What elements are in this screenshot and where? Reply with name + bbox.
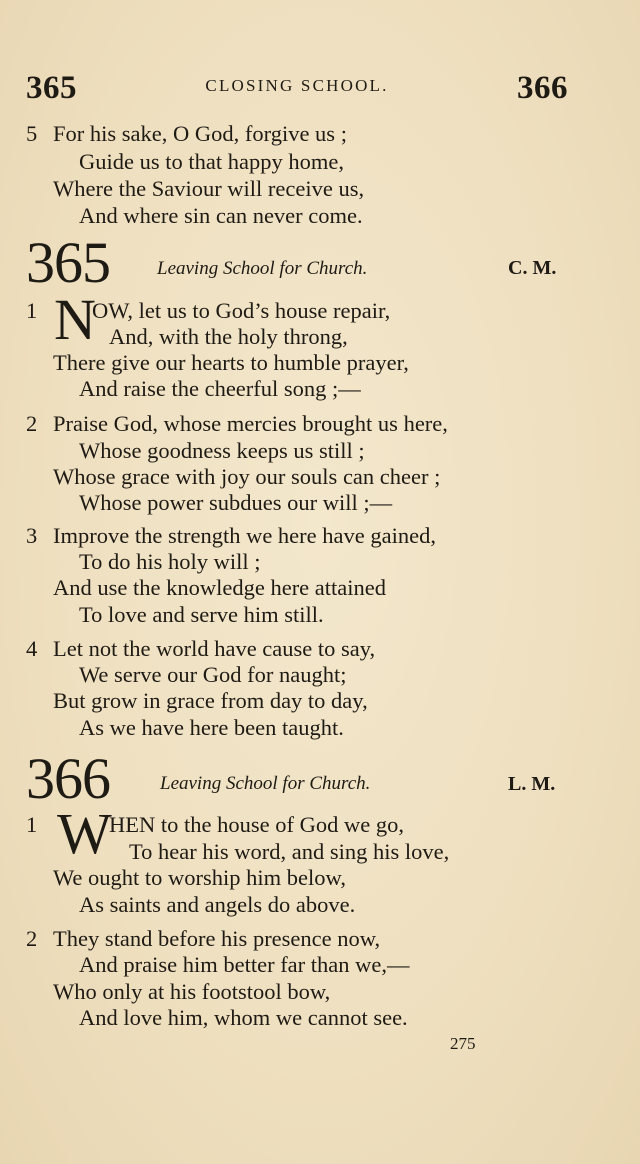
header-left-hymn-number: 365 xyxy=(26,70,77,106)
verse-line: But grow in grace from day to day, xyxy=(53,688,368,713)
page-number: 275 xyxy=(450,1034,476,1053)
running-header xyxy=(26,68,568,108)
hymn-number: 366 xyxy=(26,746,110,811)
verse-line: As we have here been taught. xyxy=(79,715,344,740)
verse-line: And raise the cheerful song ;— xyxy=(79,376,361,401)
verse-line: OW, let us to God’s house repair, xyxy=(92,298,391,323)
verse-line: Where the Saviour will receive us, xyxy=(53,176,365,201)
verse-line: They stand before his presence now, xyxy=(53,926,381,951)
verse-line: Whose grace with joy our souls can cheer ; xyxy=(53,464,441,489)
stanza-number: 1 xyxy=(26,298,38,323)
verse-line: And love him, whom we cannot see. xyxy=(79,1005,408,1030)
verse-line: HEN to the house of God we go, xyxy=(109,812,404,837)
hymn-meter: L. M. xyxy=(508,773,556,795)
verse-line: Whose power subdues our will ;— xyxy=(79,490,393,515)
verse-line: For his sake, O God, forgive us ; xyxy=(53,121,347,146)
stanza-number: 3 xyxy=(26,523,38,548)
header-right-hymn-number: 366 xyxy=(517,70,568,106)
verse-line: Praise God, whose mercies brought us here, xyxy=(53,411,448,436)
drop-cap: N xyxy=(54,287,96,352)
hymn-number: 365 xyxy=(26,230,110,295)
verse-line: Who only at his footstool bow, xyxy=(53,979,331,1004)
verse-line: We serve our God for naught; xyxy=(79,662,347,687)
stanza-number: 2 xyxy=(26,926,38,951)
verse-line: To hear his word, and sing his love, xyxy=(129,839,450,864)
verse-line: And praise him better far than we,— xyxy=(79,952,410,977)
drop-cap: W xyxy=(57,801,112,866)
hymn-title: Leaving School for Church. xyxy=(160,773,371,794)
verse-line: And use the knowledge here attained xyxy=(53,575,387,600)
verse-line: We ought to worship him below, xyxy=(53,865,346,890)
verse-line: As saints and angels do above. xyxy=(79,892,356,917)
verse-line: Let not the world have cause to say, xyxy=(53,636,376,661)
verse-line: To love and serve him still. xyxy=(79,602,324,627)
verse-line: To do his holy will ; xyxy=(79,549,261,574)
header-title: CLOSING SCHOOL. xyxy=(205,76,389,95)
verse-line: There give our hearts to humble prayer, xyxy=(53,350,409,375)
stanza-number: 1 xyxy=(26,812,38,837)
hymn-title: Leaving School for Church. xyxy=(157,258,368,279)
stanza-number: 2 xyxy=(26,411,38,436)
verse-line: And where sin can never come. xyxy=(79,203,363,228)
verse-line: Whose goodness keeps us still ; xyxy=(79,438,365,463)
verse-line: Guide us to that happy home, xyxy=(79,149,344,174)
verse-line: Improve the strength we here have gained, xyxy=(53,523,436,548)
verse-line: And, with the holy throng, xyxy=(109,324,348,349)
stanza-number: 4 xyxy=(26,636,38,661)
hymn-meter: C. M. xyxy=(508,257,557,279)
stanza-number: 5 xyxy=(26,121,38,146)
